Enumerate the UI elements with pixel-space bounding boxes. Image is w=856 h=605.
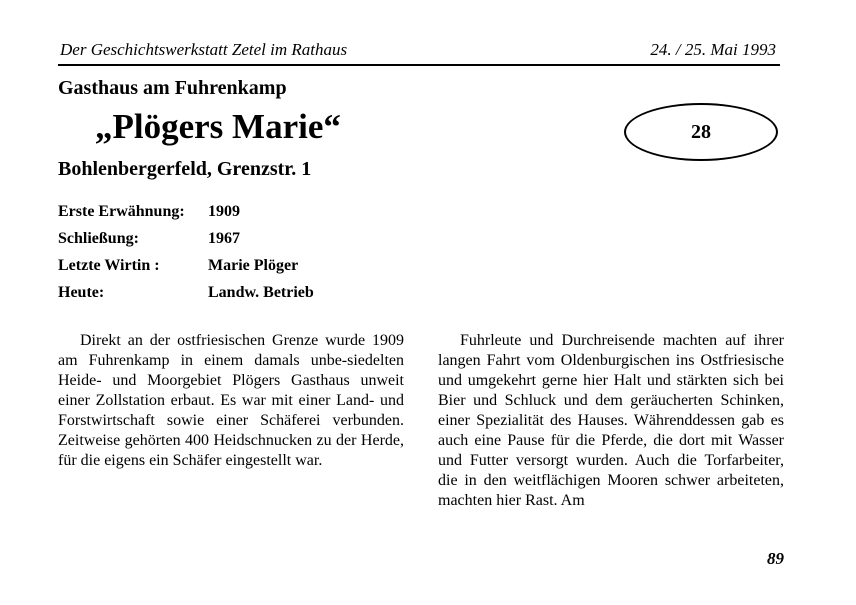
header-divider <box>58 64 780 66</box>
fact-label: Letzte Wirtin : <box>58 257 160 274</box>
fact-row-closing <box>58 229 314 256</box>
fact-value: Landw. Betrieb <box>208 284 314 301</box>
fact-row-last-landlady <box>58 256 314 283</box>
page-title: „Plögers Marie“ <box>95 107 341 146</box>
fact-row-first-mention <box>58 202 314 229</box>
fact-row-today <box>58 283 314 310</box>
facts-list <box>58 202 314 310</box>
page-subtitle: Gasthaus am Fuhrenkamp <box>58 77 287 99</box>
running-header-date: 24. / 25. Mai 1993 <box>650 40 776 59</box>
address-line: Bohlenbergerfeld, Grenzstr. 1 <box>58 158 312 180</box>
page-number: 89 <box>767 549 784 568</box>
fact-label: Heute: <box>58 284 105 301</box>
fact-label: Erste Erwähnung: <box>58 203 185 220</box>
running-header-left: Der Geschichtswerkstatt Zetel im Rathaus <box>60 40 348 59</box>
body-text-left-column: Direkt an der ostfriesischen Grenze wurde 1909 am Fuhrenkamp in einem damals unbe-siedelten Heide- und Moorgebiet Plögers Gasthaus unweit einer Zollstation erbaut. Es war mit einer Land- und Forstwirtschaft sowie einer Schäferei verbunden. Zeitweise gehörten 400 Heidschnucken zu der Herde, für die eigens ein Schäfer eingestellt war. <box>58 332 404 469</box>
fact-value: 1967 <box>208 230 240 247</box>
entry-number-badge <box>624 103 778 161</box>
fact-value: 1909 <box>208 203 240 220</box>
entry-number: 28 <box>691 120 711 143</box>
body-text-right-column: Fuhrleute und Durchreisende machten auf ihrer langen Fahrt vom Oldenburgischen ins Ostfriesische und umgekehrt gerne hier Halt und stärkten sich bei Bier und Schluck und dem geräucherten Schinken, einer Spezialität des Hauses. Währenddessen gab es auch eine Pause für die Pferde, die dort mit Wasser und Futter versorgt wurden. Auch die Torfarbeiter, die in den weitflächigen Mooren schwer arbeiteten, machten hier Rast. Am <box>438 332 784 509</box>
fact-value: Marie Plöger <box>208 257 299 274</box>
fact-label: Schließung: <box>58 230 139 247</box>
